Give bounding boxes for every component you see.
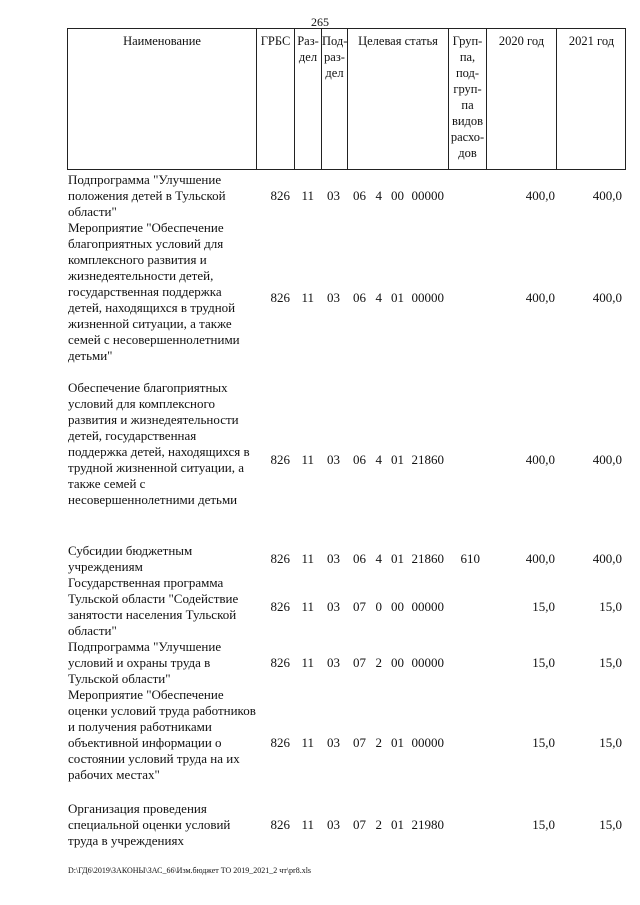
cell-c1: 07 xyxy=(353,655,366,670)
header-group: Груп- па, под- груп- па видов расхо- дов xyxy=(448,29,486,169)
cell-y2020: 400,0 xyxy=(525,452,555,467)
cell-c3: 00 xyxy=(391,188,404,203)
cell-c1: 06 xyxy=(353,452,366,467)
row-name: Подпрограмма "Улучшение положения детей в Тульской области" xyxy=(68,172,226,219)
cell-y2020: 400,0 xyxy=(525,551,555,566)
header-name: Наименование xyxy=(123,34,201,48)
header-razdel: Раз- дел xyxy=(294,29,321,169)
cell-grbs: 826 xyxy=(270,452,290,467)
cell-c3: 01 xyxy=(391,290,404,305)
cell-y2021: 400,0 xyxy=(592,290,622,305)
cell-c4: 00000 xyxy=(411,735,444,750)
cell-pr: 03 xyxy=(327,599,340,614)
cell-y2021: 15,0 xyxy=(599,599,622,614)
cell-y2021: 15,0 xyxy=(599,817,622,832)
cell-rz: 11 xyxy=(301,452,314,467)
header-grbs: ГРБС xyxy=(256,29,294,169)
cell-c4: 21860 xyxy=(411,551,444,566)
cell-pr: 03 xyxy=(327,735,340,750)
cell-c3: 01 xyxy=(391,817,404,832)
cell-pr: 03 xyxy=(327,290,340,305)
cell-grbs: 826 xyxy=(270,599,290,614)
cell-c2: 0 xyxy=(375,599,382,614)
cell-c4: 00000 xyxy=(411,655,444,670)
header-podrazdel: Под- раз- дел xyxy=(321,29,347,169)
cell-rz: 11 xyxy=(301,599,314,614)
row-name: Мероприятие "Обеспечение благоприятных условий для комплексного развития и жизнедеятельности детей, государственная поддержка детей, находящихся в трудной жизненной ситуации, а также семей с несовершеннолетними детьми" xyxy=(68,220,240,363)
cell-grbs: 826 xyxy=(270,290,290,305)
cell-pr: 03 xyxy=(327,655,340,670)
cell-rz: 11 xyxy=(301,551,314,566)
row-name: Организация проведения специальной оценки условий труда в учреждениях xyxy=(68,801,231,848)
row-name: Государственная программа Тульской области "Содействие занятости населения Тульской области" xyxy=(68,575,239,638)
cell-c3: 01 xyxy=(391,735,404,750)
cell-c4: 00000 xyxy=(411,188,444,203)
cell-c3: 00 xyxy=(391,599,404,614)
cell-c2: 4 xyxy=(375,290,382,305)
cell-y2021: 400,0 xyxy=(592,551,622,566)
cell-grbs: 826 xyxy=(270,655,290,670)
cell-y2020: 15,0 xyxy=(532,735,555,750)
cell-pr: 03 xyxy=(327,452,340,467)
cell-pr: 03 xyxy=(327,551,340,566)
cell-rz: 11 xyxy=(301,735,314,750)
cell-c2: 4 xyxy=(375,551,382,566)
cell-y2021: 15,0 xyxy=(599,655,622,670)
table-header xyxy=(67,28,626,170)
cell-grbs: 826 xyxy=(270,735,290,750)
cell-rz: 11 xyxy=(301,817,314,832)
cell-c2: 2 xyxy=(375,735,382,750)
header-2021: 2021 год xyxy=(556,29,626,169)
cell-c1: 06 xyxy=(353,290,366,305)
cell-rz: 11 xyxy=(301,655,314,670)
cell-y2020: 15,0 xyxy=(532,817,555,832)
cell-pr: 03 xyxy=(327,188,340,203)
cell-c1: 07 xyxy=(353,599,366,614)
cell-c1: 06 xyxy=(353,188,366,203)
cell-c4: 00000 xyxy=(411,599,444,614)
cell-c2: 4 xyxy=(375,452,382,467)
cell-c1: 06 xyxy=(353,551,366,566)
row-name: Подпрограмма "Улучшение условий и охраны труда в Тульской области" xyxy=(68,639,222,686)
cell-y2020: 400,0 xyxy=(525,290,555,305)
cell-grbs: 826 xyxy=(270,551,290,566)
row-name: Мероприятие "Обеспечение оценки условий труда работников и получения работниками объективной информации о состоянии условий труда на их рабочих местах" xyxy=(68,687,256,782)
cell-y2020: 400,0 xyxy=(525,188,555,203)
cell-c4: 21860 xyxy=(411,452,444,467)
cell-y2021: 15,0 xyxy=(599,735,622,750)
cell-c3: 01 xyxy=(391,551,404,566)
file-path-footer: D:\ГД6\2019\ЗАКОНЫ\ЗАС_66\Изм.бюджет ТО 2019_2021_2 чт\pr8.xls xyxy=(68,866,312,875)
row-name: Субсидии бюджетным учреждениям xyxy=(68,543,193,574)
cell-pr: 03 xyxy=(327,817,340,832)
cell-y2021: 400,0 xyxy=(592,188,622,203)
cell-c2: 2 xyxy=(375,817,382,832)
cell-y2020: 15,0 xyxy=(532,599,555,614)
header-target: Целевая статья xyxy=(347,29,448,169)
cell-c1: 07 xyxy=(353,817,366,832)
header-2020: 2020 год xyxy=(486,29,556,169)
cell-c3: 00 xyxy=(391,655,404,670)
cell-y2021: 400,0 xyxy=(592,452,622,467)
cell-grbs: 826 xyxy=(270,817,290,832)
cell-c2: 4 xyxy=(375,188,382,203)
cell-c2: 2 xyxy=(375,655,382,670)
cell-grbs: 826 xyxy=(270,188,290,203)
cell-c3: 01 xyxy=(391,452,404,467)
cell-y2020: 15,0 xyxy=(532,655,555,670)
cell-vr: 610 xyxy=(460,551,480,566)
page-number: 265 xyxy=(311,15,329,29)
cell-rz: 11 xyxy=(301,290,314,305)
row-name: Обеспечение благоприятных условий для комплексного развития и жизнедеятельности детей, государственная поддержка детей, находящихся в трудной жизненной ситуации, а также семей с несовершеннолетними детьми xyxy=(68,380,250,507)
cell-c4: 21980 xyxy=(411,817,444,832)
cell-c1: 07 xyxy=(353,735,366,750)
cell-rz: 11 xyxy=(301,188,314,203)
cell-c4: 00000 xyxy=(411,290,444,305)
